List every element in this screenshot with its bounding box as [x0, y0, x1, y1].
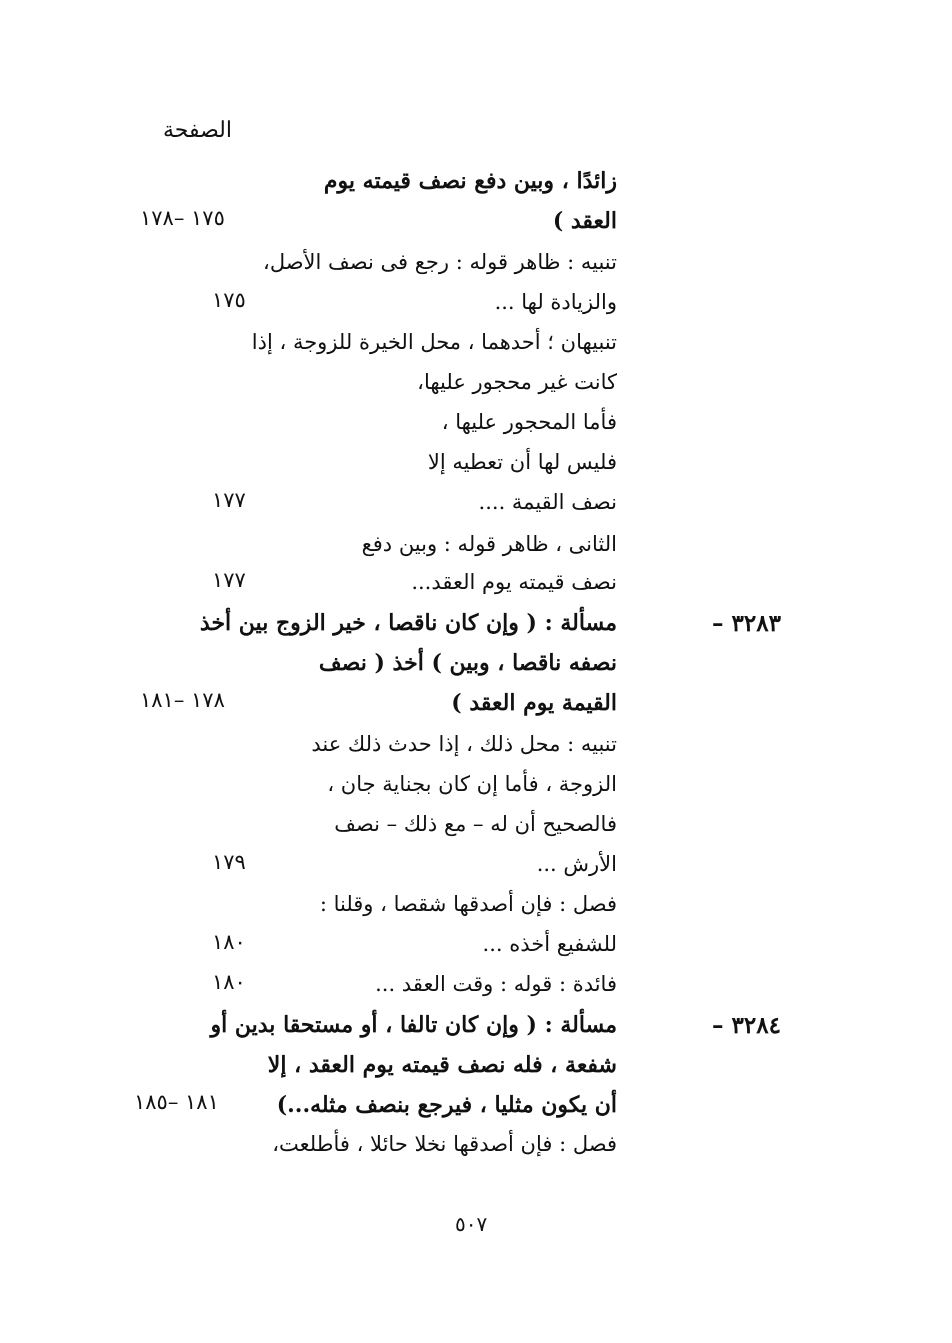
entry-line: نصف قيمته يوم العقد...	[411, 570, 617, 594]
page-ref: ١٧٩	[212, 850, 246, 874]
entry-line: فليس لها أن تعطيه إلا	[427, 450, 617, 474]
page-ref: ١٨٠	[212, 930, 246, 954]
page-ref: ١٧٧	[212, 488, 246, 512]
entry-line: تنبيهان ؛ أحدهما ، محل الخيرة للزوجة ، إذا	[251, 330, 617, 354]
entry-line: نصفه ناقصا ، وبين ) أخذ ( نصف	[318, 650, 617, 676]
entry-line: كانت غير محجور عليها،	[417, 370, 617, 394]
masalah-number: ٣٢٨٣ –	[712, 610, 781, 637]
page-ref: ١٧٥ –١٧٨	[140, 206, 225, 230]
entry-line: تنبيه : ظاهر قوله : رجع فى نصف الأصل،	[263, 250, 617, 274]
masalah-number: ٣٢٨٤ –	[712, 1012, 781, 1039]
entry-line: شفعة ، فله نصف قيمته يوم العقد ، إلا	[267, 1052, 617, 1078]
entry-line: مسألة : ( وإن كان تالفا ، أو مستحقا بدين أو	[210, 1012, 617, 1038]
entry-line: الزوجة ، فأما إن كان بجناية جان ،	[327, 772, 617, 796]
entry-line: للشفيع أخذه ...	[482, 932, 617, 956]
entry-line: والزيادة لها ...	[494, 290, 617, 314]
entry-line: العقد )	[552, 208, 617, 234]
page-ref: ١٧٨ –١٨١	[140, 688, 225, 712]
page-ref: ١٨١ –١٨٥	[134, 1090, 219, 1114]
entry-line: فالصحيح أن له – مع ذلك – نصف	[334, 812, 617, 836]
entry-line: فأما المحجور عليها ،	[441, 410, 617, 434]
entry-line: فصل : فإن أصدقها شقصا ، وقلنا :	[319, 892, 617, 916]
page-column-header: الصفحة	[162, 118, 232, 143]
entry-line: أن يكون مثليا ، فيرجع بنصف مثله...)	[276, 1092, 617, 1118]
entry-line: الأرش ...	[536, 852, 617, 876]
entry-line: فائدة : قوله : وقت العقد ...	[375, 972, 617, 996]
page-ref: ١٧٥	[212, 288, 246, 312]
page-ref: ١٧٧	[212, 568, 246, 592]
entry-line: نصف القيمة ....	[478, 490, 617, 514]
entry-line: فصل : فإن أصدقها نخلا حائلا ، فأطلعت،	[272, 1132, 617, 1156]
page-ref: ١٨٠	[212, 970, 246, 994]
page-number: ٥٠٧	[455, 1212, 488, 1236]
entry-line: تنبيه : محل ذلك ، إذا حدث ذلك عند	[311, 732, 617, 756]
entry-line: زائدًا ، وبين دفع نصف قيمته يوم	[323, 168, 617, 194]
entry-line: مسألة : ( وإن كان ناقصا ، خير الزوج بين أخذ	[199, 610, 617, 636]
entry-line: القيمة يوم العقد )	[451, 690, 617, 716]
entry-line: الثانى ، ظاهر قوله : وبين دفع	[361, 532, 617, 556]
